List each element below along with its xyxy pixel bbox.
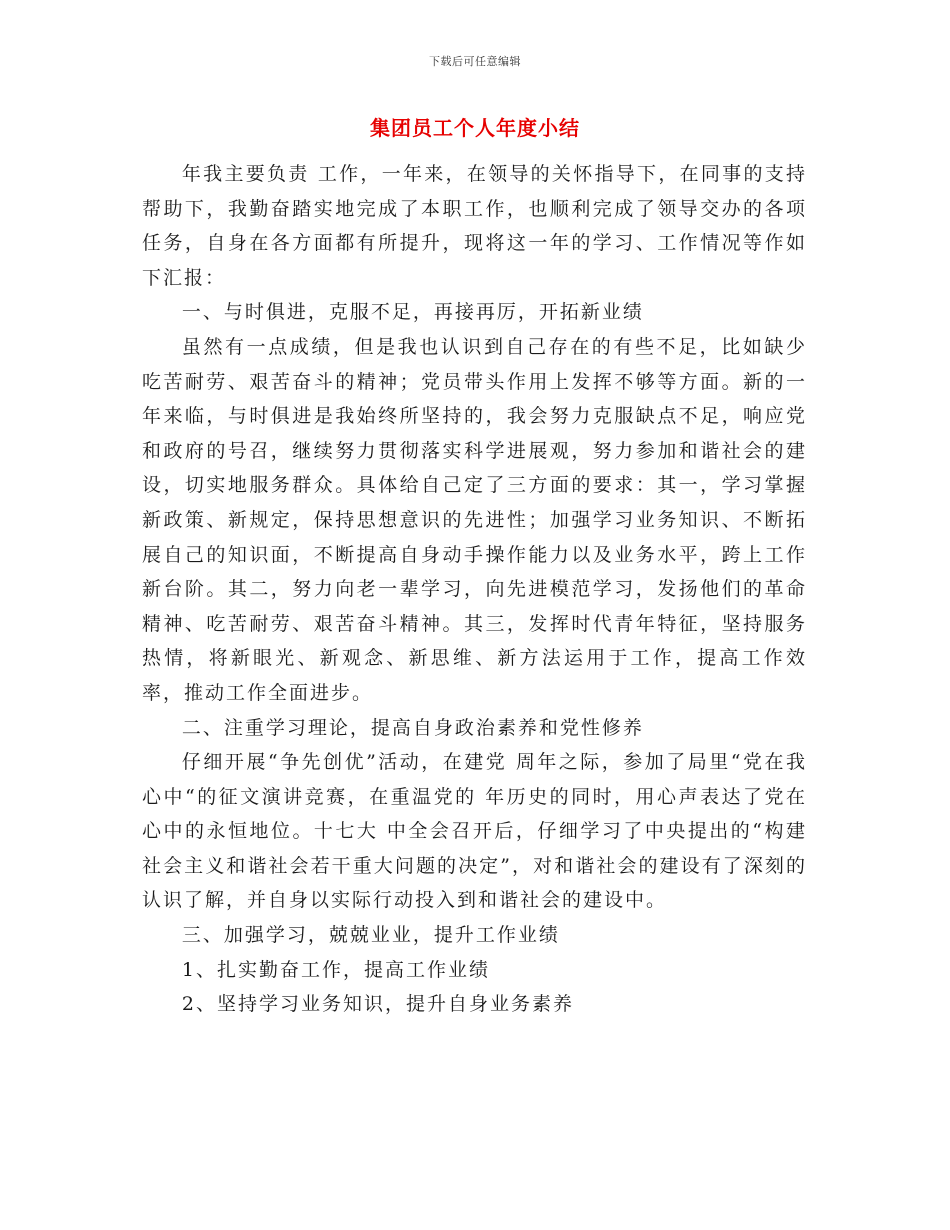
list-item-2: 2、坚持学习业务知识，提升自身业务素养 [181,993,574,1016]
section-heading-1: 一、与时俱进，克服不足，再接再厉，开拓新业绩 [181,301,644,324]
paragraph-section-2: 仔细开展“争先创优”活动，在建党 周年之际，参加了局里“党在我心中“的征文演讲竞赛，在重温党的 年历史的同时，用心声表达了党在心中的永恒地位。十七大 中全会召开后，仔细学习了中央提出的“构建社会主义和谐社会若干重大问题的决定”，对和谐社会的建设有了深刻的认识了解，并自身以实际行动投入到和谐社会的建设中。 [142,751,807,912]
document-title: 集团员工个人年度小结 [370,116,580,140]
section-heading-2: 二、注重学习理论，提高自身政治素养和党性修养 [181,716,644,739]
header-note: 下载后可任意编辑 [429,55,521,68]
paragraph-intro: 年我主要负责 工作，一年来，在领导的关怀指导下，在同事的支持帮助下，我勤奋踏实地完成了本职工作，也顺利完成了领导交办的各项任务，自身在各方面都有所提升，现将这一年的学习、工作情况等作如下汇报： [142,163,807,289]
section-heading-3: 三、加强学习，兢兢业业，提升工作业绩 [181,924,560,947]
document-body [142,157,807,1022]
list-item-1: 1、扎实勤奋工作，提高工作业绩 [181,958,490,981]
paragraph-section-1: 虽然有一点成绩，但是我也认识到自己存在的有些不足，比如缺少吃苦耐劳、艰苦奋斗的精神；党员带头作用上发挥不够等方面。新的一年来临，与时俱进是我始终所坚持的，我会努力克服缺点不足，响应党和政府的号召，继续努力贯彻落实科学进展观，努力参加和谐社会的建设，切实地服务群众。具体给自己定了三方面的要求：其一，学习掌握新政策、新规定，保持思想意识的先进性；加强学习业务知识、不断拓展自己的知识面，不断提高自身动手操作能力以及业务水平，跨上工作新台阶。其二，努力向老一辈学习，向先进模范学习，发扬他们的革命精神、吃苦耐劳、艰苦奋斗精神。其三，发挥时代青年特征，坚持服务热情，将新眼光、新观念、新思维、新方法运用于工作，提高工作效率，推动工作全面进步。 [142,335,807,704]
